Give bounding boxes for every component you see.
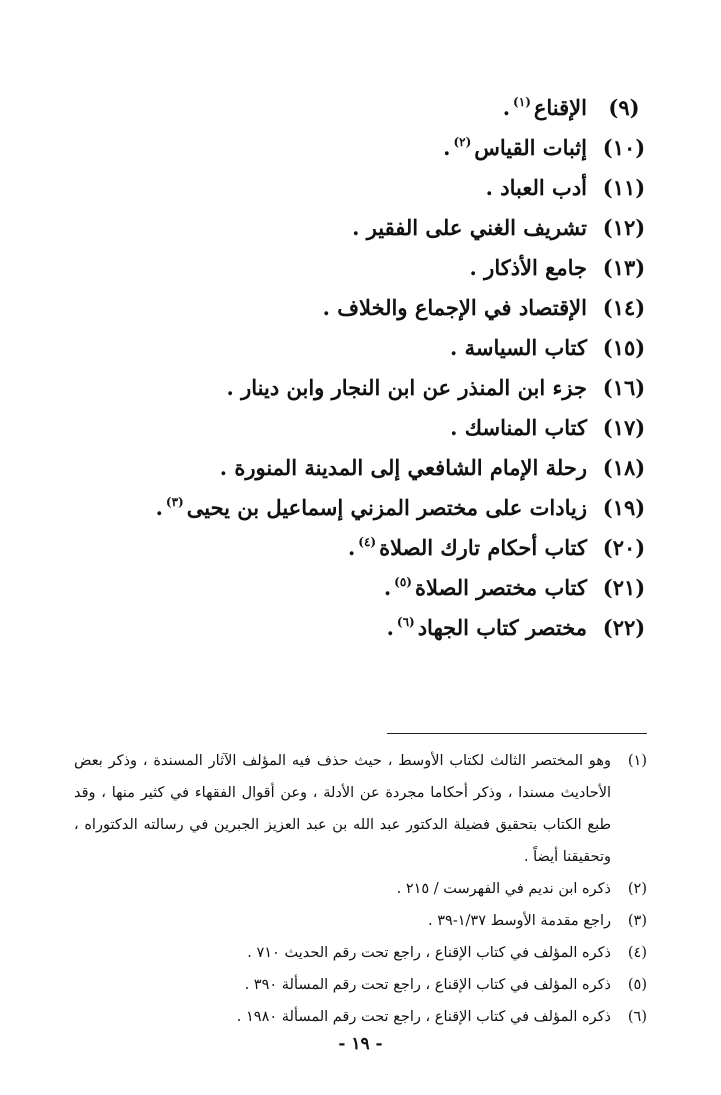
item-period: . — [322, 295, 330, 320]
page-number: - ١٩ - — [338, 1034, 383, 1054]
item-period: . — [155, 495, 163, 520]
footnote-reference: (٣) — [165, 495, 184, 509]
footnote-number: (٢) — [627, 881, 647, 897]
list-item — [40, 128, 647, 168]
item-title: تشريف الغني على الفقير — [366, 215, 587, 240]
footnote-number: (١) — [627, 753, 647, 769]
item-number: (١٨) — [602, 455, 646, 480]
footnote — [74, 969, 647, 1001]
item-period: . — [502, 95, 511, 120]
list-item — [40, 208, 647, 248]
footnote-text: ذكره ابن نديم في الفهرست / ٢١٥ . — [396, 881, 611, 897]
item-number: (٩) — [608, 95, 640, 120]
item-title: رحلة الإمام الشافعي إلى المدينة المنورة — [234, 455, 587, 480]
item-number: (١٦) — [602, 375, 646, 400]
list-item — [40, 408, 647, 448]
item-title: إثبات القياس — [474, 135, 587, 160]
item-title: جامع الأذكار — [484, 255, 587, 280]
item-title: كتاب السياسة — [464, 335, 587, 360]
item-number: (١٩) — [602, 495, 646, 520]
item-period: . — [383, 575, 392, 600]
item-title: زيادات على مختصر المزني إسماعيل بن يحيى — [186, 495, 587, 520]
footnote-number: (٦) — [627, 1009, 647, 1025]
list-item — [40, 328, 647, 368]
footnote-number: (٥) — [627, 977, 647, 993]
item-number: (١٥) — [602, 335, 646, 360]
footnote — [74, 745, 647, 873]
list-item — [40, 88, 647, 128]
footnote-reference: (٥) — [394, 575, 412, 589]
footnote-text: ذكره المؤلف في كتاب الإقناع ، راجع تحت رقم المسألة ١٩٨٠ . — [236, 1009, 611, 1025]
footnote — [74, 937, 647, 969]
footnote-reference: (٢) — [453, 135, 472, 149]
footnote-divider — [387, 733, 647, 734]
item-number: (١١) — [602, 175, 646, 200]
footnote-text: راجع مقدمة الأوسط ١/٣٧-٣٩ . — [428, 913, 611, 929]
item-number: (١٤) — [602, 295, 646, 320]
footnote — [74, 905, 647, 937]
footnote-reference: (٤) — [358, 535, 377, 549]
item-number: (١٣) — [602, 255, 646, 280]
list-item — [40, 288, 647, 328]
item-number: (٢١) — [602, 575, 646, 600]
footnote-reference: (١) — [513, 95, 531, 109]
list-item — [40, 608, 647, 648]
footnote-number: (٣) — [627, 913, 647, 929]
list-item — [40, 248, 647, 288]
item-period: . — [450, 415, 458, 440]
footnote-text: ذكره المؤلف في كتاب الإقناع ، راجع تحت رقم الحديث ٧١٠ . — [247, 945, 611, 961]
item-title: الإقناع — [533, 95, 587, 120]
list-item — [40, 168, 647, 208]
item-title: مختصر كتاب الجهاد — [417, 615, 587, 640]
list-item — [40, 528, 647, 568]
works-list — [40, 88, 647, 648]
footnote-reference: (٦) — [396, 615, 415, 629]
list-item — [40, 488, 647, 528]
item-period: . — [450, 335, 458, 360]
list-item — [40, 368, 647, 408]
footnotes — [74, 745, 647, 1033]
item-period: . — [443, 135, 451, 160]
item-period: . — [485, 175, 493, 200]
item-title: أدب العباد — [500, 175, 587, 200]
item-title: جزء ابن المنذر عن ابن النجار وابن دينار — [241, 375, 587, 400]
item-number: (١٠) — [602, 135, 646, 160]
item-period: . — [347, 535, 356, 560]
item-title: كتاب المناسك — [464, 415, 587, 440]
item-title: كتاب أحكام تارك الصلاة — [379, 535, 587, 560]
item-period: . — [386, 615, 394, 640]
item-number: (١٢) — [602, 215, 646, 240]
footnote — [74, 1001, 647, 1033]
item-number: (٢٠) — [602, 535, 646, 560]
item-period: . — [226, 375, 234, 400]
item-period: . — [352, 215, 360, 240]
list-item — [40, 448, 647, 488]
footnote-number: (٤) — [627, 945, 647, 961]
item-period: . — [219, 455, 228, 480]
item-number: (١٧) — [602, 415, 646, 440]
list-item — [40, 568, 647, 608]
footnote — [74, 873, 647, 905]
footnote-text: وهو المختصر الثالث لكتاب الأوسط ، حيث حذف فيه المؤلف الآثار المسندة ، وذكر بعض الأحاديث مسندا ، وذكر أحكاما مجردة عن الأدلة ، وعن أقوال الفقهاء في كثير منها ، وقد طبع الكتاب بتحقيق فضيلة الدكتور عبد الله بن عبد العزيز الجبرين في رسالته الدكتوراه ، وتحقيقنا أيضاً . — [74, 753, 611, 865]
item-title: الإقتصاد في الإجماع والخلاف — [337, 295, 587, 320]
footnote-text: ذكره المؤلف في كتاب الإقناع ، راجع تحت رقم المسألة ٣٩٠ . — [244, 977, 611, 993]
item-number: (٢٢) — [602, 615, 646, 640]
item-title: كتاب مختصر الصلاة — [414, 575, 587, 600]
item-period: . — [469, 255, 477, 280]
